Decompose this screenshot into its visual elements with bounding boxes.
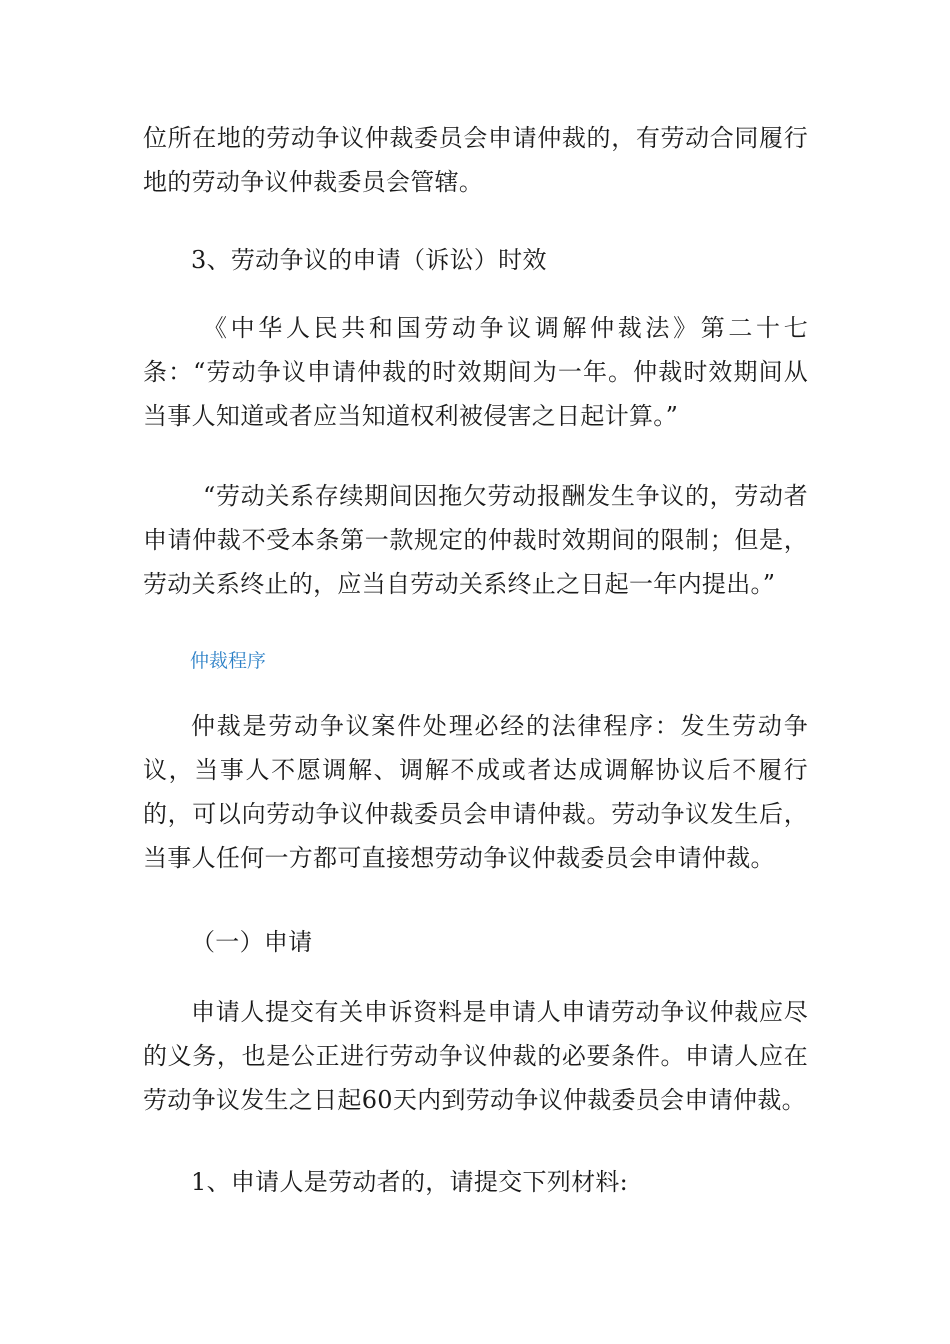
paragraph-wage-arrears-exception: “劳动关系存续期间因拖欠劳动报酬发生争议的，劳动者申请仲裁不受本条第一款规定的仲裁时效期间的限制；但是，劳动关系终止的，应当自劳动关系终止之日起一年内提出。” <box>143 482 808 598</box>
paragraph-application-requirements: 申请人提交有关申诉资料是申请人申请劳动争议仲裁应尽的义务，也是公正进行劳动争议仲裁的必要条件。申请人应在劳动争议发生之日起60天内到劳动争议仲裁委员会申请仲裁。 <box>143 998 808 1114</box>
heading-application: （一）申请 <box>191 928 313 956</box>
paragraph-arbitration-intro: 仲裁是劳动争议案件处理必经的法律程序：发生劳动争议，当事人不愿调解、调解不成或者达成调解协议后不履行的，可以向劳动争议仲裁委员会申请仲裁。劳动争议发生后，当事人任何一方都可直接想劳动争议仲裁委员会申请仲裁。 <box>143 712 808 872</box>
section-title-arbitration-procedure: 仲裁程序 <box>190 650 267 672</box>
list-item-worker-materials: 1、申请人是劳动者的，请提交下列材料: <box>191 1168 629 1196</box>
paragraph-article-27: 《中华人民共和国劳动争议调解仲裁法》第二十七条：“劳动争议申请仲裁的时效期间为一年。仲裁时效期间从当事人知道或者应当知道权利被侵害之日起计算。” <box>143 314 808 430</box>
paragraph-jurisdiction-continued: 位所在地的劳动争议仲裁委员会申请仲裁的，有劳动合同履行地的劳动争议仲裁委员会管辖。 <box>143 124 808 196</box>
heading-limitation-period: 3、劳动争议的申请（诉讼）时效 <box>191 246 547 274</box>
